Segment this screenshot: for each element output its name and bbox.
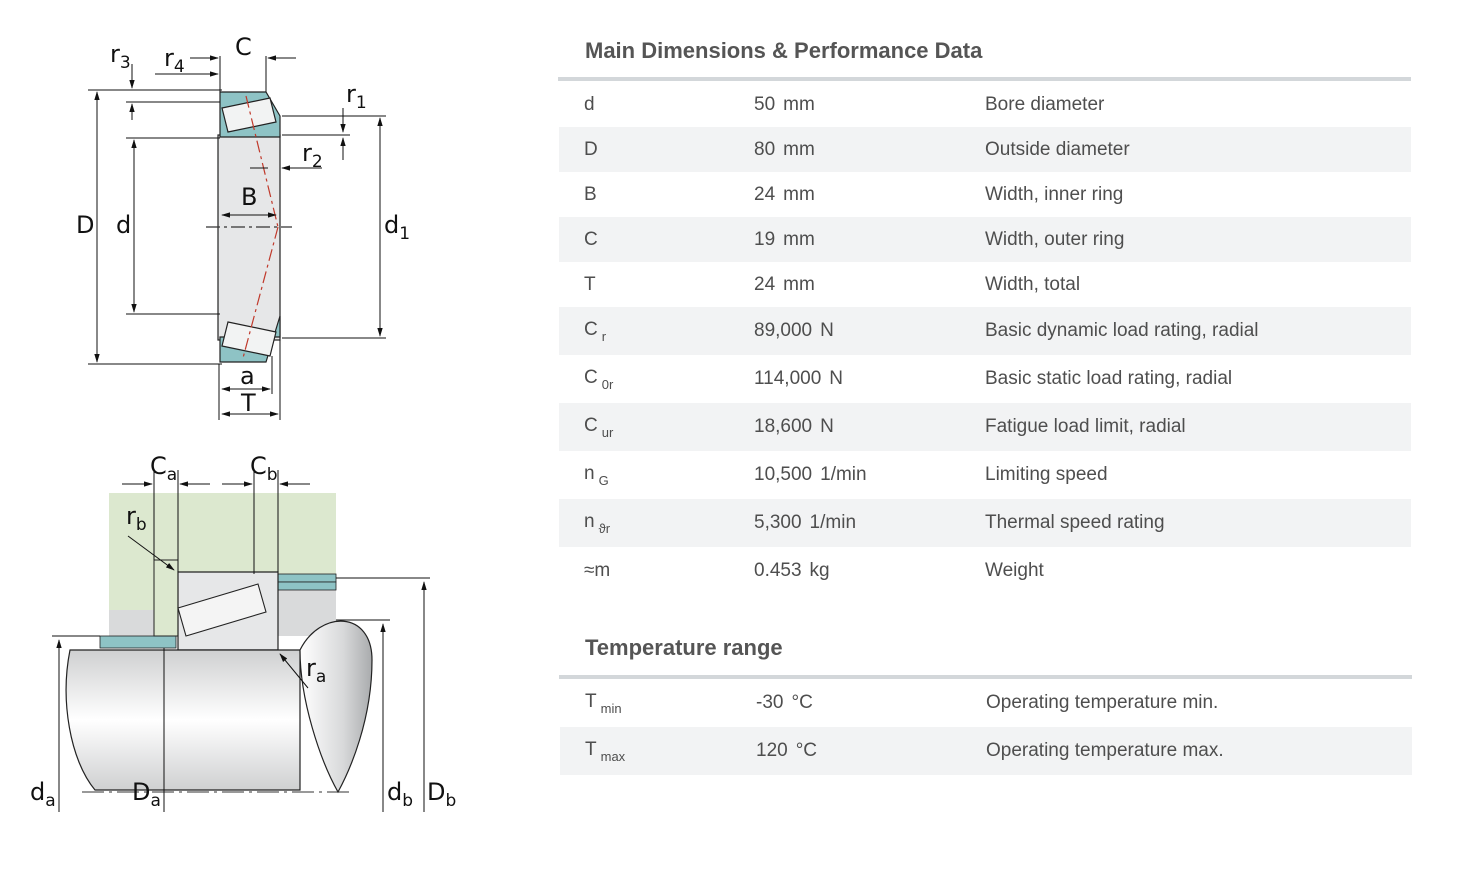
label-da: $d_a$ bbox=[30, 778, 56, 811]
label-r2: $r_2$ bbox=[302, 139, 323, 172]
table-row bbox=[559, 451, 1411, 499]
row-symbol: n $_{ϑr}$ bbox=[559, 499, 754, 547]
table-row bbox=[559, 262, 1411, 307]
row-description: Width, total bbox=[985, 273, 1081, 295]
label-Db: $D_b$ bbox=[427, 778, 457, 811]
row-value: 24 mm bbox=[754, 273, 815, 295]
row-symbol: T $_{max}$ bbox=[560, 727, 756, 775]
temperature-table bbox=[560, 679, 1412, 775]
row-description: Basic dynamic load rating, radial bbox=[985, 307, 1411, 355]
row-value: -30 °C bbox=[756, 692, 813, 713]
row-symbol: B bbox=[584, 183, 597, 205]
table-row bbox=[560, 679, 1412, 727]
label-d: d bbox=[116, 211, 132, 239]
bearing-section bbox=[206, 92, 292, 362]
row-value: 10,500 1/min bbox=[754, 464, 867, 485]
label-a: a bbox=[240, 362, 255, 390]
row-description: Width, inner ring bbox=[985, 183, 1124, 205]
table-row bbox=[559, 403, 1411, 451]
row-symbol: C $_{0r}$ bbox=[584, 366, 614, 392]
row-symbol: C bbox=[559, 217, 754, 262]
table-row bbox=[559, 127, 1411, 172]
label-d1: $d_1$ bbox=[384, 211, 411, 244]
table-row bbox=[559, 307, 1411, 355]
main-section-rule bbox=[558, 77, 1411, 81]
mounting-section bbox=[66, 493, 372, 792]
row-description: Basic static load rating, radial bbox=[985, 368, 1233, 389]
row-description: Bore diameter bbox=[985, 93, 1105, 115]
main-section-title: Main Dimensions & Performance Data bbox=[585, 38, 983, 63]
label-ra: $r_a$ bbox=[306, 654, 327, 687]
row-value: 0.453 kg bbox=[754, 560, 830, 581]
label-T: T bbox=[241, 389, 256, 417]
row-value: 50 mm bbox=[754, 93, 815, 115]
row-description: Width, outer ring bbox=[985, 217, 1411, 262]
row-symbol: D bbox=[559, 127, 754, 172]
row-description: Fatigue load limit, radial bbox=[985, 403, 1411, 451]
row-symbol: C $_r$ bbox=[559, 307, 754, 355]
bearing-technical-drawing bbox=[0, 0, 560, 871]
label-rb: $r_b$ bbox=[126, 502, 147, 535]
row-value: 89,000 N bbox=[754, 307, 985, 355]
row-description: Limiting speed bbox=[985, 464, 1108, 485]
row-value: 18,600 N bbox=[754, 403, 985, 451]
label-Ca: $C_a$ bbox=[150, 452, 178, 485]
table-row bbox=[559, 82, 1411, 127]
row-value: 5,300 1/min bbox=[754, 499, 985, 547]
row-description: Outside diameter bbox=[985, 127, 1411, 172]
temperature-section-title: Temperature range bbox=[585, 635, 783, 660]
label-B: B bbox=[241, 183, 258, 211]
row-value: 114,000 N bbox=[754, 368, 844, 389]
row-description: Operating temperature max. bbox=[986, 727, 1412, 775]
label-C: C bbox=[235, 33, 252, 61]
label-r4: $r_4$ bbox=[164, 44, 185, 77]
row-value: 19 mm bbox=[754, 217, 985, 262]
row-value: 80 mm bbox=[754, 127, 985, 172]
row-description: Thermal speed rating bbox=[985, 499, 1411, 547]
row-symbol: d bbox=[584, 93, 595, 115]
label-db: $d_b$ bbox=[387, 778, 414, 811]
label-Da: $D_a$ bbox=[132, 778, 161, 811]
table-row bbox=[559, 499, 1411, 547]
row-value: 24 mm bbox=[754, 183, 815, 205]
label-Cb: $C_b$ bbox=[250, 452, 278, 485]
label-r3: $r_3$ bbox=[110, 40, 131, 73]
table-row bbox=[559, 355, 1411, 403]
row-symbol: T bbox=[584, 273, 596, 295]
row-value: 120 °C bbox=[756, 727, 986, 775]
row-symbol: T $_{min}$ bbox=[585, 690, 622, 716]
row-description: Weight bbox=[985, 560, 1044, 581]
table-row bbox=[559, 547, 1411, 595]
row-symbol: C $_{ur}$ bbox=[559, 403, 754, 451]
row-symbol: ≈m bbox=[584, 560, 611, 581]
label-r1: $r_1$ bbox=[346, 80, 367, 113]
row-description: Operating temperature min. bbox=[986, 692, 1219, 713]
row-symbol: n $_G$ bbox=[584, 462, 609, 488]
table-row bbox=[559, 172, 1411, 217]
label-D: D bbox=[76, 211, 95, 239]
table-row bbox=[560, 727, 1412, 775]
main-dimensions-table bbox=[559, 82, 1411, 595]
table-row bbox=[559, 217, 1411, 262]
